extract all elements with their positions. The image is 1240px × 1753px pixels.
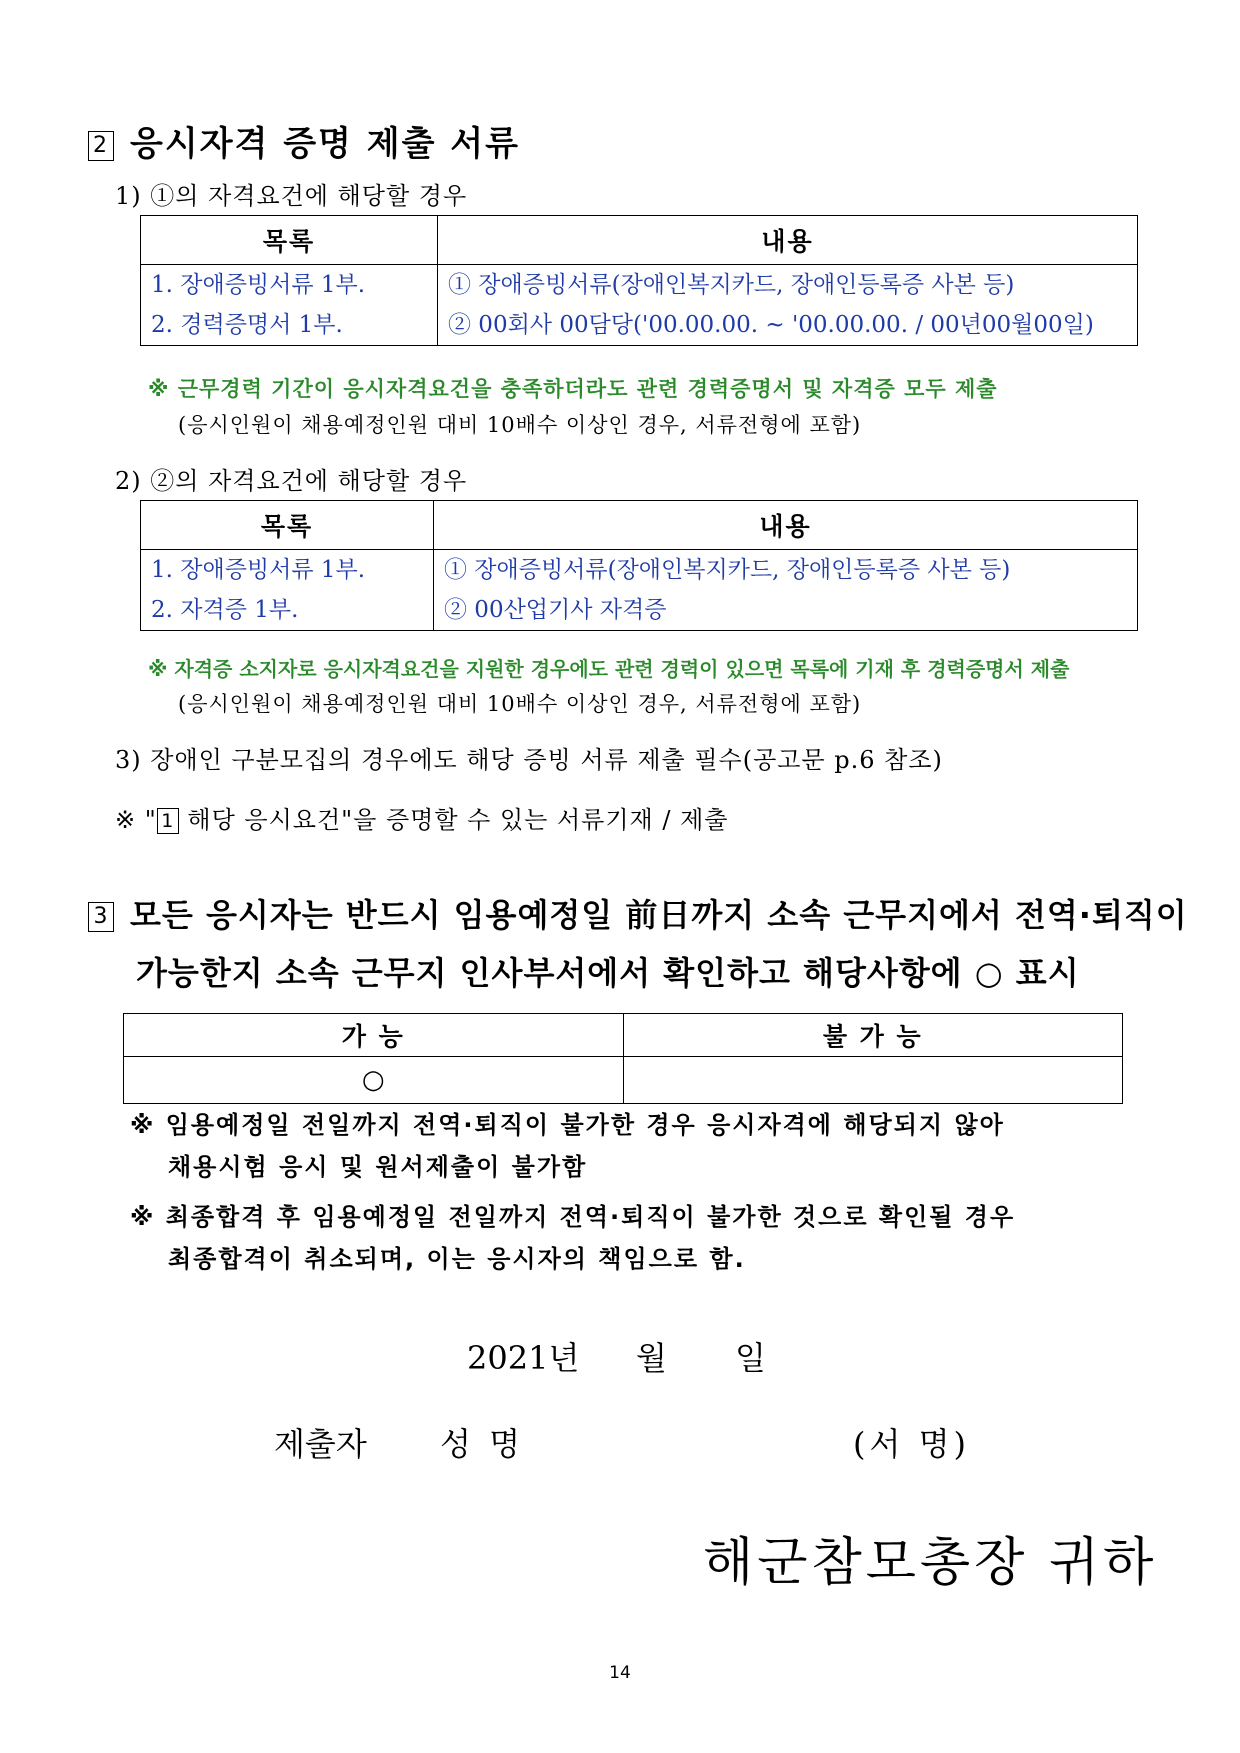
sub1-content-item: ① 장애증빙서류(장애인복지카드, 장애인등록증 사본 등) [448,272,1015,298]
sub2-col-list-header: 목록 [141,501,434,550]
page-number: 14 [609,1663,631,1683]
evidence-note-prefix: ※ " [115,806,157,834]
section-3-title-line2: 가능한지 소속 근무지 인사부서에서 확인하고 해당사항에 ○ 표시 [136,954,1080,992]
sub1-note: ※ 근무경력 기간이 응시자격요건을 충족하더라도 관련 경력증명서 및 자격증 모두 제출 [148,377,998,401]
date-day: 일 [735,1339,766,1377]
evidence-note-suffix: 해당 응시요건"을 증명할 수 있는 서류기재 / 제출 [178,806,729,834]
section-2-number-box: 2 [88,131,114,161]
possible-mark-cell [124,1057,624,1104]
sign-label: (서 명) [853,1425,970,1463]
sub2-note: ※ 자격증 소지자로 응시자격요건을 지원한 경우에도 관련 경력이 있으면 목록에 기재 후 경력증명서 제출 [148,657,1070,681]
section-3-title-row [88,890,1188,936]
discharge-note-2-line2: 최종합격이 취소되며, 이는 응시자의 책임으로 함. [168,1245,746,1273]
sub1-col-content-header: 내용 [438,216,1138,265]
availability-table [123,1013,1123,1104]
circle-mark: ○ [361,1065,385,1095]
sub1-list-item: 1. 장애증빙서류 1부. [151,272,366,298]
date-year: 2021년 [467,1339,580,1377]
sub1-paren-note: (응시인원이 채용예정인원 대비 10배수 이상인 경우, 서류전형에 포함) [178,413,862,437]
discharge-note-1-line2: 채용시험 응시 및 원서제출이 불가함 [168,1153,588,1181]
sub2-paren-note: (응시인원이 채용예정인원 대비 10배수 이상인 경우, 서류전형에 포함) [178,692,862,716]
section-3-title-line1: 모든 응시자는 반드시 임용예정일 前日까지 소속 근무지에서 전역·퇴직이 [130,896,1188,934]
sub1-content-item: ② 00회사 00담당('00.00.00. ~ '00.00.00. / 00년00월00일) [448,312,1094,338]
sub2-table [140,500,1138,631]
submitter-label: 제출자 [274,1425,367,1463]
impossible-mark-cell [623,1057,1123,1104]
sub1-col-list-header: 목록 [141,216,438,265]
discharge-note-2-line1: ※ 최종합격 후 임용예정일 전일까지 전역·퇴직이 불가한 것으로 확인될 경우 [130,1203,1016,1231]
sub1-heading: 1) ①의 자격요건에 해당할 경우 [115,182,468,210]
section-3-number-box: 3 [88,902,114,932]
sub2-content-cell [434,550,1138,631]
sub2-content-item: ② 00산업기사 자격증 [444,597,667,623]
sub1-list-cell [141,265,438,346]
sub3-text: 3) 장애인 구분모집의 경우에도 해당 증빙 서류 제출 필수(공고문 p.6 참조) [115,746,943,774]
sub2-list-item: 1. 장애증빙서류 1부. [151,557,366,583]
addressee: 해군참모총장 귀하 [703,1533,1158,1593]
sub2-content-item: ① 장애증빙서류(장애인복지카드, 장애인등록증 사본 등) [444,557,1011,583]
sub2-heading: 2) ②의 자격요건에 해당할 경우 [115,467,468,495]
sub2-col-content-header: 내용 [434,501,1138,550]
sub2-list-cell [141,550,434,631]
section-2-title-row [88,116,520,165]
section-2-title: 응시자격 증명 제출 서류 [130,124,520,164]
possible-header: 가 능 [124,1014,624,1057]
discharge-note-1-line1: ※ 임용예정일 전일까지 전역·퇴직이 불가한 경우 응시자격에 해당되지 않아 [130,1111,1005,1139]
sub1-table [140,215,1138,346]
sub1-list-item: 2. 경력증명서 1부. [151,312,343,338]
name-label: 성 명 [440,1425,524,1463]
evidence-note-box: 1 [157,808,179,834]
sub1-content-cell [438,265,1138,346]
impossible-header: 불 가 능 [623,1014,1123,1057]
evidence-note [115,800,728,835]
date-month: 월 [636,1339,667,1377]
sub2-list-item: 2. 자격증 1부. [151,597,299,623]
